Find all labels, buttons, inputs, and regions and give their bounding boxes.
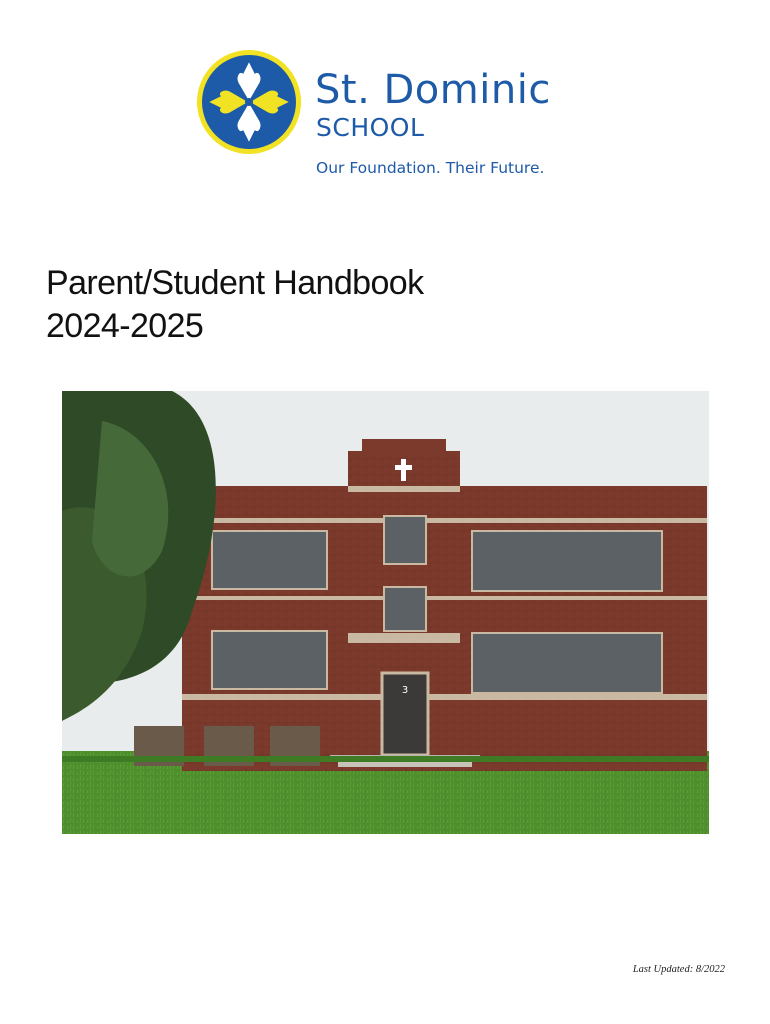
title-line-2: 2024-2025	[46, 307, 204, 345]
school-name: St. Dominic	[315, 67, 551, 113]
school-label: SCHOOL	[316, 113, 425, 142]
school-logo	[195, 48, 595, 188]
school-building-photo	[62, 391, 709, 834]
school-building-illustration	[62, 391, 709, 834]
title-line-1: Parent/Student Handbook	[46, 264, 424, 302]
cross-emblem-icon	[195, 48, 303, 156]
door-number: 3	[401, 685, 409, 696]
last-updated: Last Updated: 8/2022	[632, 964, 725, 975]
handbook-title	[46, 262, 423, 348]
school-tagline: Our Foundation. Their Future.	[316, 159, 545, 177]
